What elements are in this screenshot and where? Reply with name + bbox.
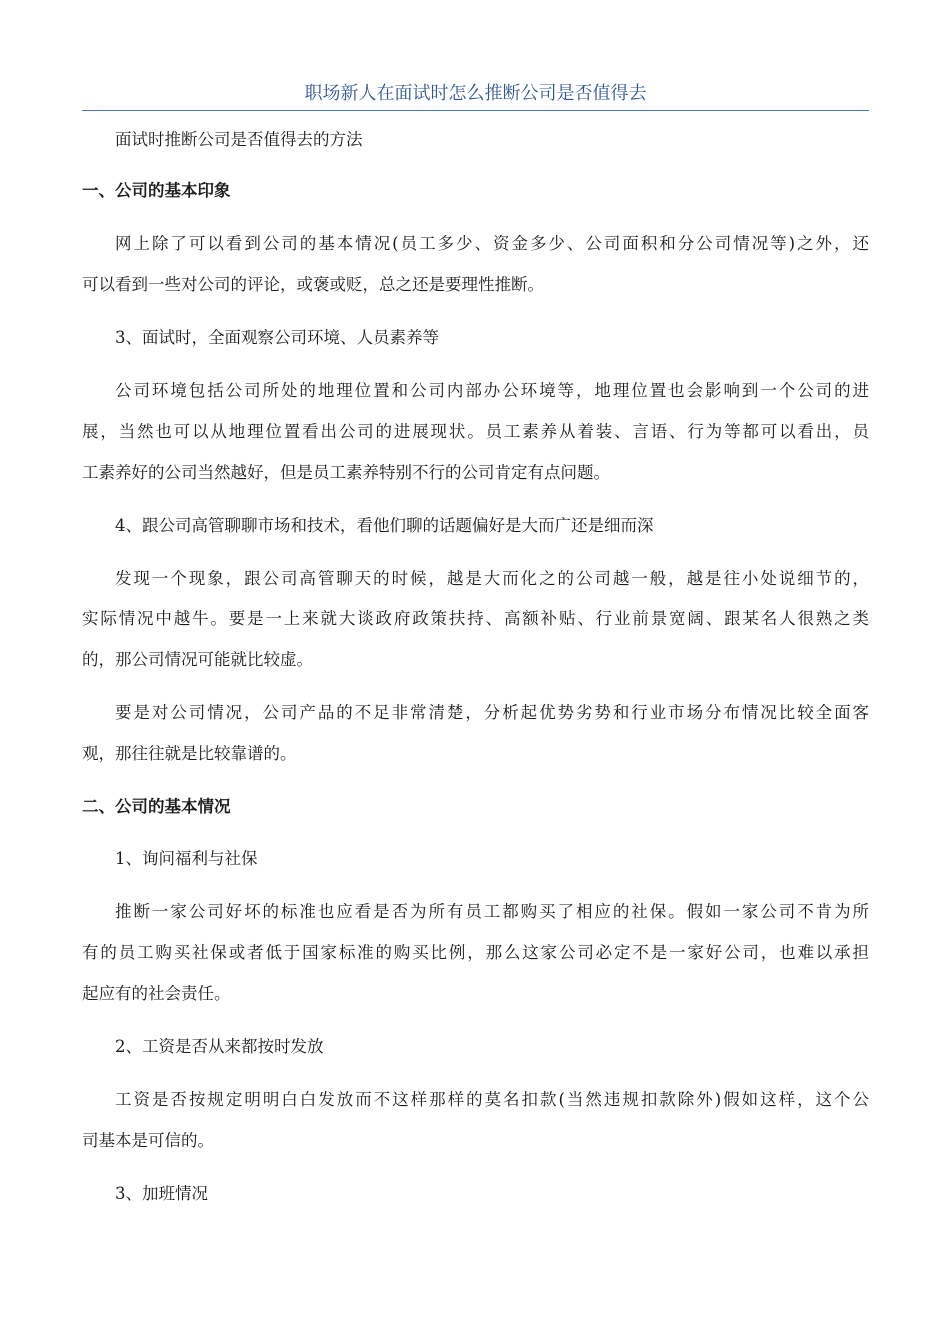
paragraph-line: 网上除了可以看到公司的基本情况(员工多少、资金多少、公司面积和分公司情况等)之外，还 [115,234,869,253]
paragraph-line: 公司环境包括公司所处的地理位置和公司内部办公环境等，地理位置也会影响到一个公司的进 [115,381,869,400]
intro-text: 面试时推断公司是否值得去的方法 [115,130,363,149]
paragraph-line: 观，那往往就是比较靠谱的。 [82,744,297,763]
paragraph-line: 可以看到一些对公司的评论，或褒或贬，总之还是要理性推断。 [82,275,544,294]
section-heading-basic-impression: 一、公司的基本印象 [82,181,231,200]
section-heading-basic-situation: 二、公司的基本情况 [82,797,231,816]
subheading-talk-with-executives: 4、跟公司高管聊聊市场和技术，看他们聊的话题偏好是大而广还是细而深 [115,516,654,535]
subheading-salary-on-time: 2、工资是否从来都按时发放 [115,1037,324,1056]
paragraph-line: 发现一个现象，跟公司高管聊天的时候，越是大而化之的公司越一般，越是往小处说细节的， [115,569,869,588]
paragraph-line: 司基本是可信的。 [82,1131,214,1150]
subheading-overtime: 3、加班情况 [115,1184,208,1203]
paragraph-line: 有的员工购买社保或者低于国家标准的购买比例，那么这家公司必定不是一家好公司，也难以承担 [82,943,869,962]
paragraph-line: 起应有的社会责任。 [82,984,231,1003]
subheading-interview-observation: 3、面试时，全面观察公司环境、人员素养等 [115,328,439,347]
paragraph-line: 工素养好的公司当然越好，但是员工素养特别不行的公司肯定有点问题。 [82,463,610,482]
paragraph-line: 工资是否按规定明明白白发放而不这样那样的莫名扣款(当然违规扣款除外)假如这样，这个公 [115,1090,869,1109]
document-title: 职场新人在面试时怎么推断公司是否值得去 [304,83,647,104]
paragraph-line: 实际情况中越牛。要是一上来就大谈政府政策扶持、高额补贴、行业前景宽阔、跟某名人很熟之类 [82,609,869,628]
subheading-benefits-social-insurance: 1、询问福利与社保 [115,849,258,868]
paragraph-line: 推断一家公司好坏的标准也应看是否为所有员工都购买了相应的社保。假如一家公司不肯为所 [115,902,869,921]
paragraph-line: 要是对公司情况，公司产品的不足非常清楚，分析起优势劣势和行业市场分布情况比较全面客 [115,703,869,722]
paragraph-line: 的，那公司情况可能就比较虚。 [82,650,313,669]
page-header [82,80,869,111]
paragraph-line: 展，当然也可以从地理位置看出公司的进展现状。员工素养从着装、言语、行为等都可以看出，员 [82,422,869,441]
